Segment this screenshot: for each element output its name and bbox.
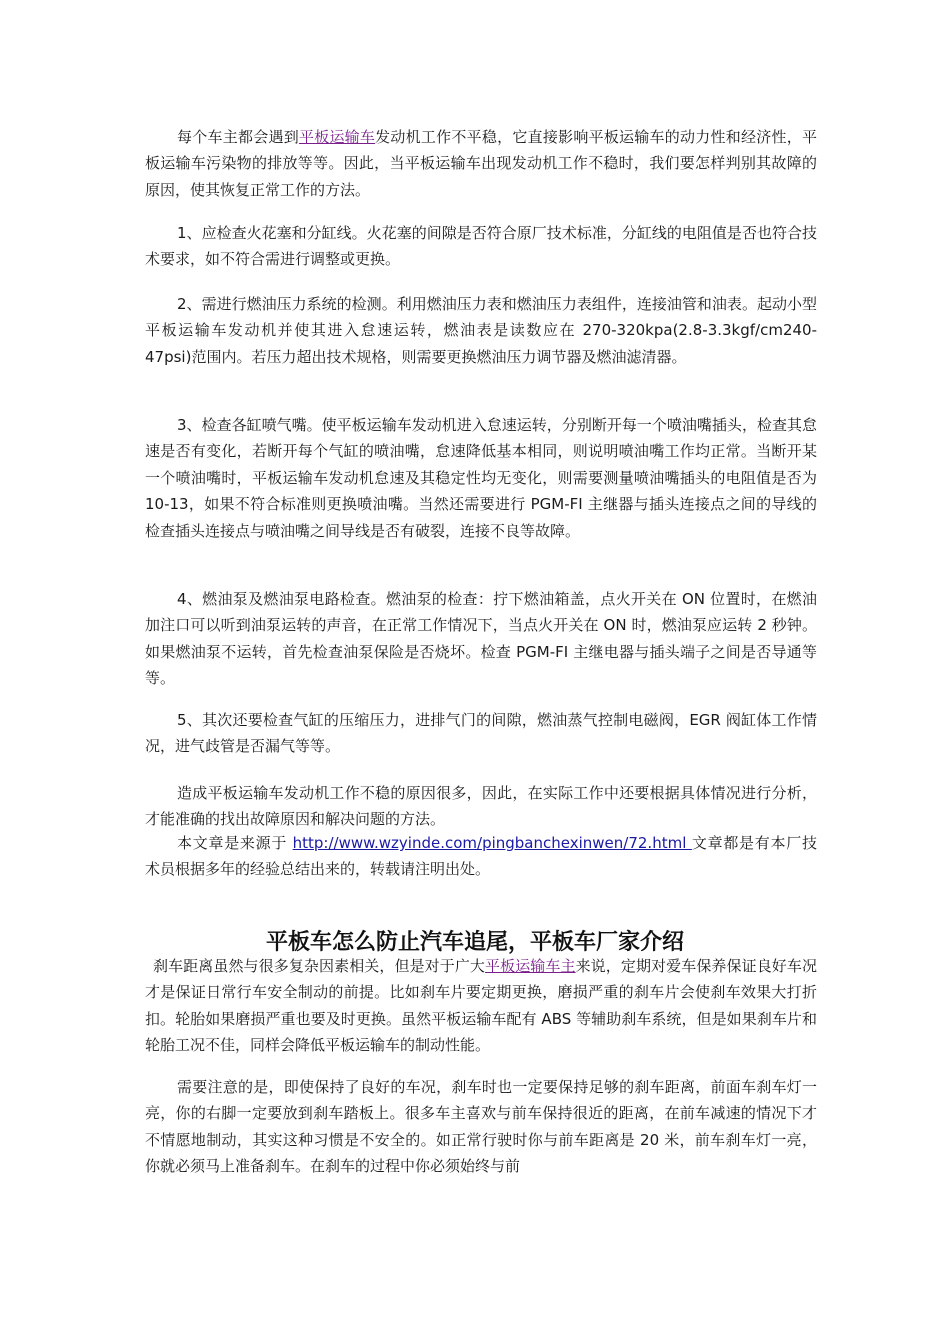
article2-paragraph-1: 刹车距离虽然与很多复杂因素相关，但是对于广大平板运输车主来说，定期对爱车保养保证良好车况才是保证日常行车安全制动的前提。比如刹车片要定期更换，磨损严重的刹车片会使刹车效果大打折扣。轮胎如果磨损严重也要及时更换。虽然平板运输车配有 ABS 等辅助刹车系统，但是如果刹车片和轮胎工况不佳，同样会降低平板运输车的制动性能。: [145, 957, 817, 1055]
article2-paragraph-2: 需要注意的是，即使保持了良好的车况，刹车时也一定要保持足够的刹车距离，前面车刹车灯一亮，你的右脚一定要放到刹车踏板上。很多车主喜欢与前车保持很近的距离，在前车减速的情况下才不情愿地制动，其实这种习惯是不安全的。如正常行驶时你与前车距离是 20 米，前车刹车灯一亮，你就必须马上准备刹车。在刹车的过程中你必须始终与前: [145, 1078, 817, 1176]
flatbed-owner-link[interactable]: 平板运输车主: [485, 957, 576, 975]
source-url-link[interactable]: http://www.wzyinde.com/pingbanchexinwen/72.html: [292, 834, 692, 852]
intro-paragraph: 每个车主都会遇到平板运输车发动机工作不平稳，它直接影响平板运输车的动力性和经济性，平板运输车污染物的排放等等。因此，当平板运输车出现发动机工作不稳时，我们要怎样判别其故障的原因，使其恢复正常工作的方法。: [145, 128, 817, 199]
step-5-paragraph: 5、其次还要检查气缸的压缩压力，进排气门的间隙，燃油蒸气控制电磁阀，EGR 阀缸体工作情况，进气歧管是否漏气等等。: [145, 711, 817, 756]
step-2-paragraph: 2、需进行燃油压力系统的检测。利用燃油压力表和燃油压力表组件，连接油管和油表。起动小型平板运输车发动机并使其进入怠速运转，燃油表是读数应在 270-320kpa(2.8-3.3kgf/cm240-47psi)范围内。若压力超出技术规格，则需要更换燃油压力调节器及燃油滤清器。: [145, 295, 817, 366]
step-1-paragraph: 1、应检查火花塞和分缸线。火花塞的间隙是否符合原厂技术标准，分缸线的电阻值是否也符合技术要求，如不符合需进行调整或更换。: [145, 224, 817, 269]
step-4-paragraph: 4、燃油泵及燃油泵电路检查。燃油泵的检查：拧下燃油箱盖，点火开关在 ON 位置时，在燃油加注口可以听到油泵运转的声音，在正常工作情况下，当点火开关在 ON 时，燃油泵应运转 2 秒钟。如果燃油泵不运转，首先检查油泵保险是否烧坏。检查 PGM-FI 主继电器与插头端子之间是否导通等等。: [145, 590, 817, 688]
article2-title: 平板车怎么防止汽车追尾，平板车厂家介绍: [265, 929, 684, 955]
source-paragraph: 本文章是来源于 http://www.wzyinde.com/pingbanchexinwen/72.html 文章都是有本厂技术员根据多年的经验总结出来的，转载请注明出处。: [145, 834, 817, 879]
conclusion-paragraph: 造成平板运输车发动机工作不稳的原因很多，因此，在实际工作中还要根据具体情况进行分析，才能准确的找出故障原因和解决问题的方法。: [145, 784, 817, 829]
step-3-paragraph: 3、检查各缸喷气嘴。使平板运输车发动机进入怠速运转，分别断开每一个喷油嘴插头，检查其怠速是否有变化，若断开每个气缸的喷油嘴，怠速降低基本相同，则说明喷油嘴工作均正常。当断开某一个喷油嘴时，平板运输车发动机怠速及其稳定性均无变化，则需要测量喷油嘴插头的电阻值是否为 10-13，如果不符合标准则更换喷油嘴。当然还需要进行 PGM-FI 主继器与插头连接点之间的导线的检查插头连接点与喷油嘴之间导线是否有破裂，连接不良等故障。: [145, 416, 817, 540]
flatbed-truck-link[interactable]: 平板运输车: [298, 128, 376, 146]
